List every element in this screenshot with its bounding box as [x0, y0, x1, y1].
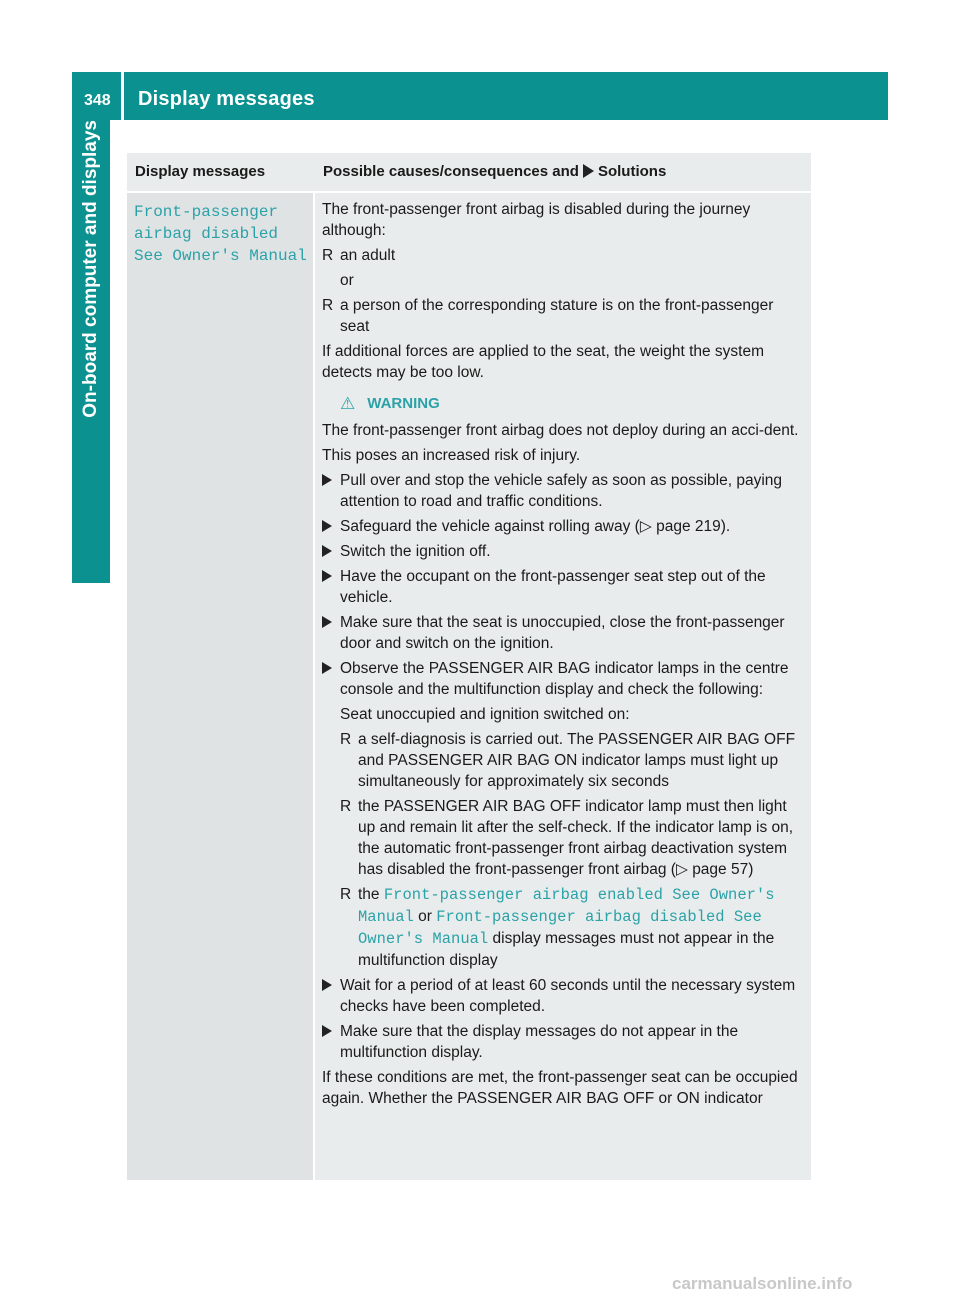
- action-arrow-icon: [322, 545, 332, 557]
- warning-heading: [322, 393, 804, 414]
- side-chapter-label: On-board computer and displays: [80, 120, 101, 418]
- warning-triangle-icon: ⚠: [340, 394, 356, 413]
- col-header-causes-text: Possible causes/consequences and: [323, 163, 579, 180]
- check-item: R the Front-passenger airbag enabled See Owner's Manual or Front-passenger airbag disabled See Owner's Manual display messages must not appear in the multifunction display: [340, 886, 775, 969]
- col-header-causes: [323, 163, 666, 180]
- step-item: Safeguard the vehicle against rolling away (▷ page 219).: [322, 516, 804, 537]
- display-messages-table: [127, 153, 811, 1180]
- check-item: R a self-diagnosis is carried out. The PASSENGER AIR BAG OFF and PASSENGER AIR BAG ON indicator lamps must light up simultaneously for approximately six seconds: [340, 731, 796, 790]
- message-line: Front-passenger: [134, 203, 279, 221]
- message-line: See Owner's Manual: [134, 247, 307, 265]
- step-item: Make sure that the display messages do not appear in the multifunction display.: [322, 1021, 804, 1063]
- bullet: R: [322, 247, 334, 264]
- step-item: Wait for a period of at least 60 seconds until the necessary system checks have been completed.: [322, 975, 804, 1017]
- action-arrow-icon: [322, 570, 332, 582]
- action-arrow-icon: [322, 616, 332, 628]
- action-arrow-icon: [322, 979, 332, 991]
- action-arrow-icon: [322, 474, 332, 486]
- intro-text: The front-passenger front airbag is disabled during the journey although:: [322, 201, 751, 239]
- warning-label: WARNING: [367, 395, 440, 412]
- step-item: Have the occupant on the front-passenger seat step out of the vehicle.: [322, 566, 804, 608]
- display-message-code: [134, 201, 307, 267]
- page-ref-icon: ▷: [639, 518, 657, 535]
- causes-solutions-content: [322, 199, 804, 1113]
- message-line: airbag disabled: [134, 225, 279, 243]
- action-arrow-icon: [322, 520, 332, 532]
- step-item: Make sure that the seat is unoccupied, close the front-passenger door and switch on the ignition.: [322, 612, 804, 654]
- watermark: carmanualsonline.info: [672, 1274, 853, 1293]
- table-header-row: [127, 153, 811, 193]
- cause-item: R an adult: [322, 247, 396, 264]
- bullet: R: [340, 731, 352, 748]
- page-reference[interactable]: page 57: [692, 861, 749, 878]
- action-arrow-icon: [322, 1025, 332, 1037]
- check-item: R the PASSENGER AIR BAG OFF indicator lamp must then light up and remain lit after the self-check. If the indicator lamp is on, the automatic front-passenger front airbag deactivation system has disabled the front-passenger front airbag (▷ page 57): [340, 798, 794, 878]
- step-item: Pull over and stop the vehicle safely as soon as possible, paying attention to road and traffic conditions.: [322, 470, 804, 512]
- cause-item: R a person of the corresponding stature is on the front-passenger seat: [322, 297, 774, 335]
- action-arrow-icon: [322, 662, 332, 674]
- bullet: R: [340, 886, 352, 903]
- page-number: 348: [72, 72, 124, 120]
- step-item: Switch the ignition off.: [322, 541, 804, 562]
- page-title: Display messages: [138, 88, 315, 110]
- col-header-display-messages: Display messages: [135, 163, 266, 180]
- step-item: Observe the PASSENGER AIR BAG indicator lamps in the centre console and the multifunction display and check the following:: [322, 658, 804, 700]
- risk-text: This poses an increased risk of injury.: [322, 447, 581, 464]
- closing-text: If these conditions are met, the front-passenger seat can be occupied again. Whether the PASSENGER AIR BAG OFF or ON indicator: [322, 1069, 798, 1107]
- warning-text: The front-passenger front airbag does not deploy during an acci-dent.: [322, 422, 799, 439]
- action-arrow-icon: [583, 164, 594, 178]
- side-chapter-tab: [72, 120, 110, 583]
- additional-forces-text: If additional forces are applied to the seat, the weight the system detects may be too low.: [322, 343, 765, 381]
- bullet: R: [340, 798, 352, 815]
- page-reference[interactable]: page 219: [656, 518, 721, 535]
- causes-solutions-cell: [315, 193, 811, 1180]
- col-header-solutions: Solutions: [597, 163, 667, 180]
- side-tab-marker: [72, 550, 110, 583]
- check-intro: Seat unoccupied and ignition switched on:: [340, 706, 630, 723]
- bullet: R: [322, 297, 334, 314]
- page-ref-icon: ▷: [675, 861, 693, 878]
- or-text: or: [340, 272, 354, 289]
- page-header: [72, 72, 888, 120]
- message-cell: [127, 193, 313, 1180]
- display-message-code: Front-passenger airbag enabled See Owner's Manual: [358, 886, 775, 926]
- display-message-code: Front-passenger airbag disabled See Owner's Manual: [358, 908, 762, 948]
